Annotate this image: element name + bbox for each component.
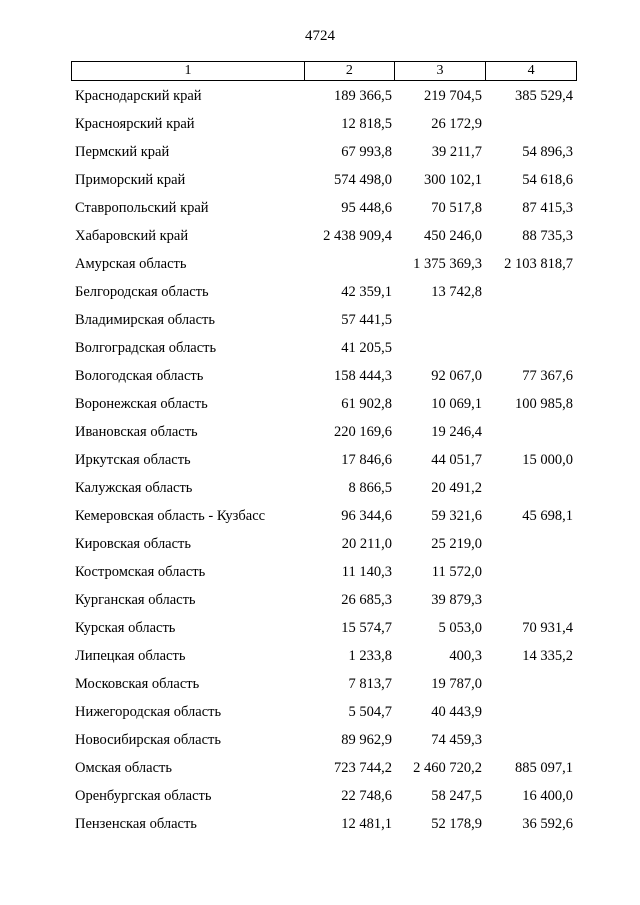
value-col-4: 88 735,3 — [522, 228, 573, 244]
value-col-4: 16 400,0 — [522, 788, 573, 804]
header-cell-3: 3 — [395, 62, 487, 80]
value-col-3: 44 051,7 — [431, 452, 482, 468]
value-col-3: 52 178,9 — [431, 816, 482, 832]
value-col-3: 400,3 — [449, 648, 482, 664]
value-col-4: 54 896,3 — [522, 144, 573, 160]
value-col-4: 885 097,1 — [515, 760, 573, 776]
value-col-2: 95 448,6 — [341, 200, 392, 216]
value-col-3: 25 219,0 — [431, 536, 482, 552]
table-body — [0, 84, 640, 840]
header-cell-4: 4 — [527, 63, 535, 78]
value-col-2: 574 498,0 — [334, 172, 392, 188]
value-col-3: 2 460 720,2 — [413, 760, 482, 776]
page-number: 4724 — [305, 28, 335, 44]
table-row — [0, 168, 640, 196]
value-col-3: 59 321,6 — [431, 508, 482, 524]
header-cell-1: 1 — [72, 62, 305, 80]
value-col-2: 189 366,5 — [334, 88, 392, 104]
table-row — [0, 448, 640, 476]
region-name: Кировская область — [75, 536, 192, 552]
value-col-4: 14 335,2 — [522, 648, 573, 664]
value-col-4: 2 103 818,7 — [504, 256, 573, 272]
value-col-3: 19 787,0 — [431, 676, 482, 692]
value-col-2: 20 211,0 — [341, 536, 392, 552]
value-col-2: 17 846,6 — [341, 452, 392, 468]
table-row — [0, 588, 640, 616]
table-row — [0, 280, 640, 308]
value-col-3: 74 459,3 — [431, 732, 482, 748]
table-row — [0, 532, 640, 560]
value-col-3: 39 211,7 — [431, 144, 482, 160]
value-col-2: 26 685,3 — [341, 592, 392, 608]
region-name: Пермский край — [75, 144, 170, 160]
region-name: Кемеровская область - Кузбасс — [75, 508, 266, 524]
value-col-2: 15 574,7 — [341, 620, 392, 636]
value-col-3: 19 246,4 — [431, 424, 482, 440]
table-row — [0, 504, 640, 532]
value-col-3: 1 375 369,3 — [413, 256, 482, 272]
region-name: Краснодарский край — [75, 88, 202, 104]
value-col-2: 5 504,7 — [348, 704, 392, 720]
table-row — [0, 112, 640, 140]
region-name: Ставропольский край — [75, 200, 209, 216]
value-col-3: 11 572,0 — [431, 564, 482, 580]
value-col-3: 300 102,1 — [424, 172, 482, 188]
region-name: Омская область — [75, 760, 172, 776]
region-name: Белгородская область — [75, 284, 209, 300]
table-row — [0, 672, 640, 700]
table-row — [0, 756, 640, 784]
value-col-2: 89 962,9 — [341, 732, 392, 748]
region-name: Вологодская область — [75, 368, 204, 384]
value-col-4: 70 931,4 — [522, 620, 573, 636]
value-col-3: 219 704,5 — [424, 88, 482, 104]
value-col-2: 1 233,8 — [348, 648, 392, 664]
value-col-2: 723 744,2 — [334, 760, 392, 776]
table-row — [0, 700, 640, 728]
value-col-2: 11 140,3 — [341, 564, 392, 580]
value-col-2: 96 344,6 — [341, 508, 392, 524]
region-name: Волгоградская область — [75, 340, 217, 356]
value-col-4: 54 618,6 — [522, 172, 573, 188]
region-name: Курская область — [75, 620, 176, 636]
region-name: Оренбургская область — [75, 788, 212, 804]
value-col-3: 70 517,8 — [431, 200, 482, 216]
value-col-4: 36 592,6 — [522, 816, 573, 832]
region-name: Калужская область — [75, 480, 193, 496]
value-col-4: 100 985,8 — [515, 396, 573, 412]
value-col-2: 7 813,7 — [348, 676, 392, 692]
value-col-3: 20 491,2 — [431, 480, 482, 496]
value-col-3: 39 879,3 — [431, 592, 482, 608]
value-col-2: 8 866,5 — [348, 480, 392, 496]
value-col-4: 45 698,1 — [522, 508, 573, 524]
value-col-4: 87 415,3 — [522, 200, 573, 216]
table-row — [0, 392, 640, 420]
value-col-2: 22 748,6 — [341, 788, 392, 804]
table-row — [0, 728, 640, 756]
region-name: Амурская область — [75, 256, 187, 272]
table-row — [0, 476, 640, 504]
table-header — [71, 61, 577, 81]
value-col-2: 57 441,5 — [341, 312, 392, 328]
region-name: Ивановская область — [75, 424, 198, 440]
value-col-3: 40 443,9 — [431, 704, 482, 720]
value-col-3: 5 053,0 — [438, 620, 482, 636]
value-col-3: 10 069,1 — [431, 396, 482, 412]
region-name: Курганская область — [75, 592, 196, 608]
value-col-2: 41 205,5 — [341, 340, 392, 356]
value-col-2: 2 438 909,4 — [323, 228, 392, 244]
value-col-2: 42 359,1 — [341, 284, 392, 300]
table-row — [0, 224, 640, 252]
table-row — [0, 420, 640, 448]
value-col-2: 12 481,1 — [341, 816, 392, 832]
region-name: Воронежская область — [75, 396, 208, 412]
value-col-4: 77 367,6 — [522, 368, 573, 384]
value-col-4: 385 529,4 — [515, 88, 573, 104]
value-col-3: 26 172,9 — [431, 116, 482, 132]
table-row — [0, 84, 640, 112]
region-name: Приморский край — [75, 172, 186, 188]
table-row — [0, 252, 640, 280]
region-name: Хабаровский край — [75, 228, 189, 244]
region-name: Владимирская область — [75, 312, 215, 328]
region-name: Пензенская область — [75, 816, 197, 832]
value-col-2: 67 993,8 — [341, 144, 392, 160]
value-col-2: 12 818,5 — [341, 116, 392, 132]
value-col-3: 92 067,0 — [431, 368, 482, 384]
value-col-3: 450 246,0 — [424, 228, 482, 244]
value-col-2: 220 169,6 — [334, 424, 392, 440]
region-name: Новосибирская область — [75, 732, 221, 748]
table-row — [0, 308, 640, 336]
region-name: Московская область — [75, 676, 200, 692]
value-col-4: 15 000,0 — [522, 452, 573, 468]
region-name: Иркутская область — [75, 452, 191, 468]
header-cell-2: 2 — [305, 62, 395, 80]
region-name: Красноярский край — [75, 116, 195, 132]
value-col-3: 58 247,5 — [431, 788, 482, 804]
table-row — [0, 812, 640, 840]
table-row — [0, 336, 640, 364]
table-row — [0, 364, 640, 392]
table-row — [0, 196, 640, 224]
region-name: Липецкая область — [75, 648, 186, 664]
value-col-2: 61 902,8 — [341, 396, 392, 412]
region-name: Костромская область — [75, 564, 206, 580]
value-col-2: 158 444,3 — [334, 368, 392, 384]
table-row — [0, 784, 640, 812]
table-row — [0, 644, 640, 672]
region-name: Нижегородская область — [75, 704, 222, 720]
table-row — [0, 560, 640, 588]
table-row — [0, 140, 640, 168]
table-row — [0, 616, 640, 644]
value-col-3: 13 742,8 — [431, 284, 482, 300]
